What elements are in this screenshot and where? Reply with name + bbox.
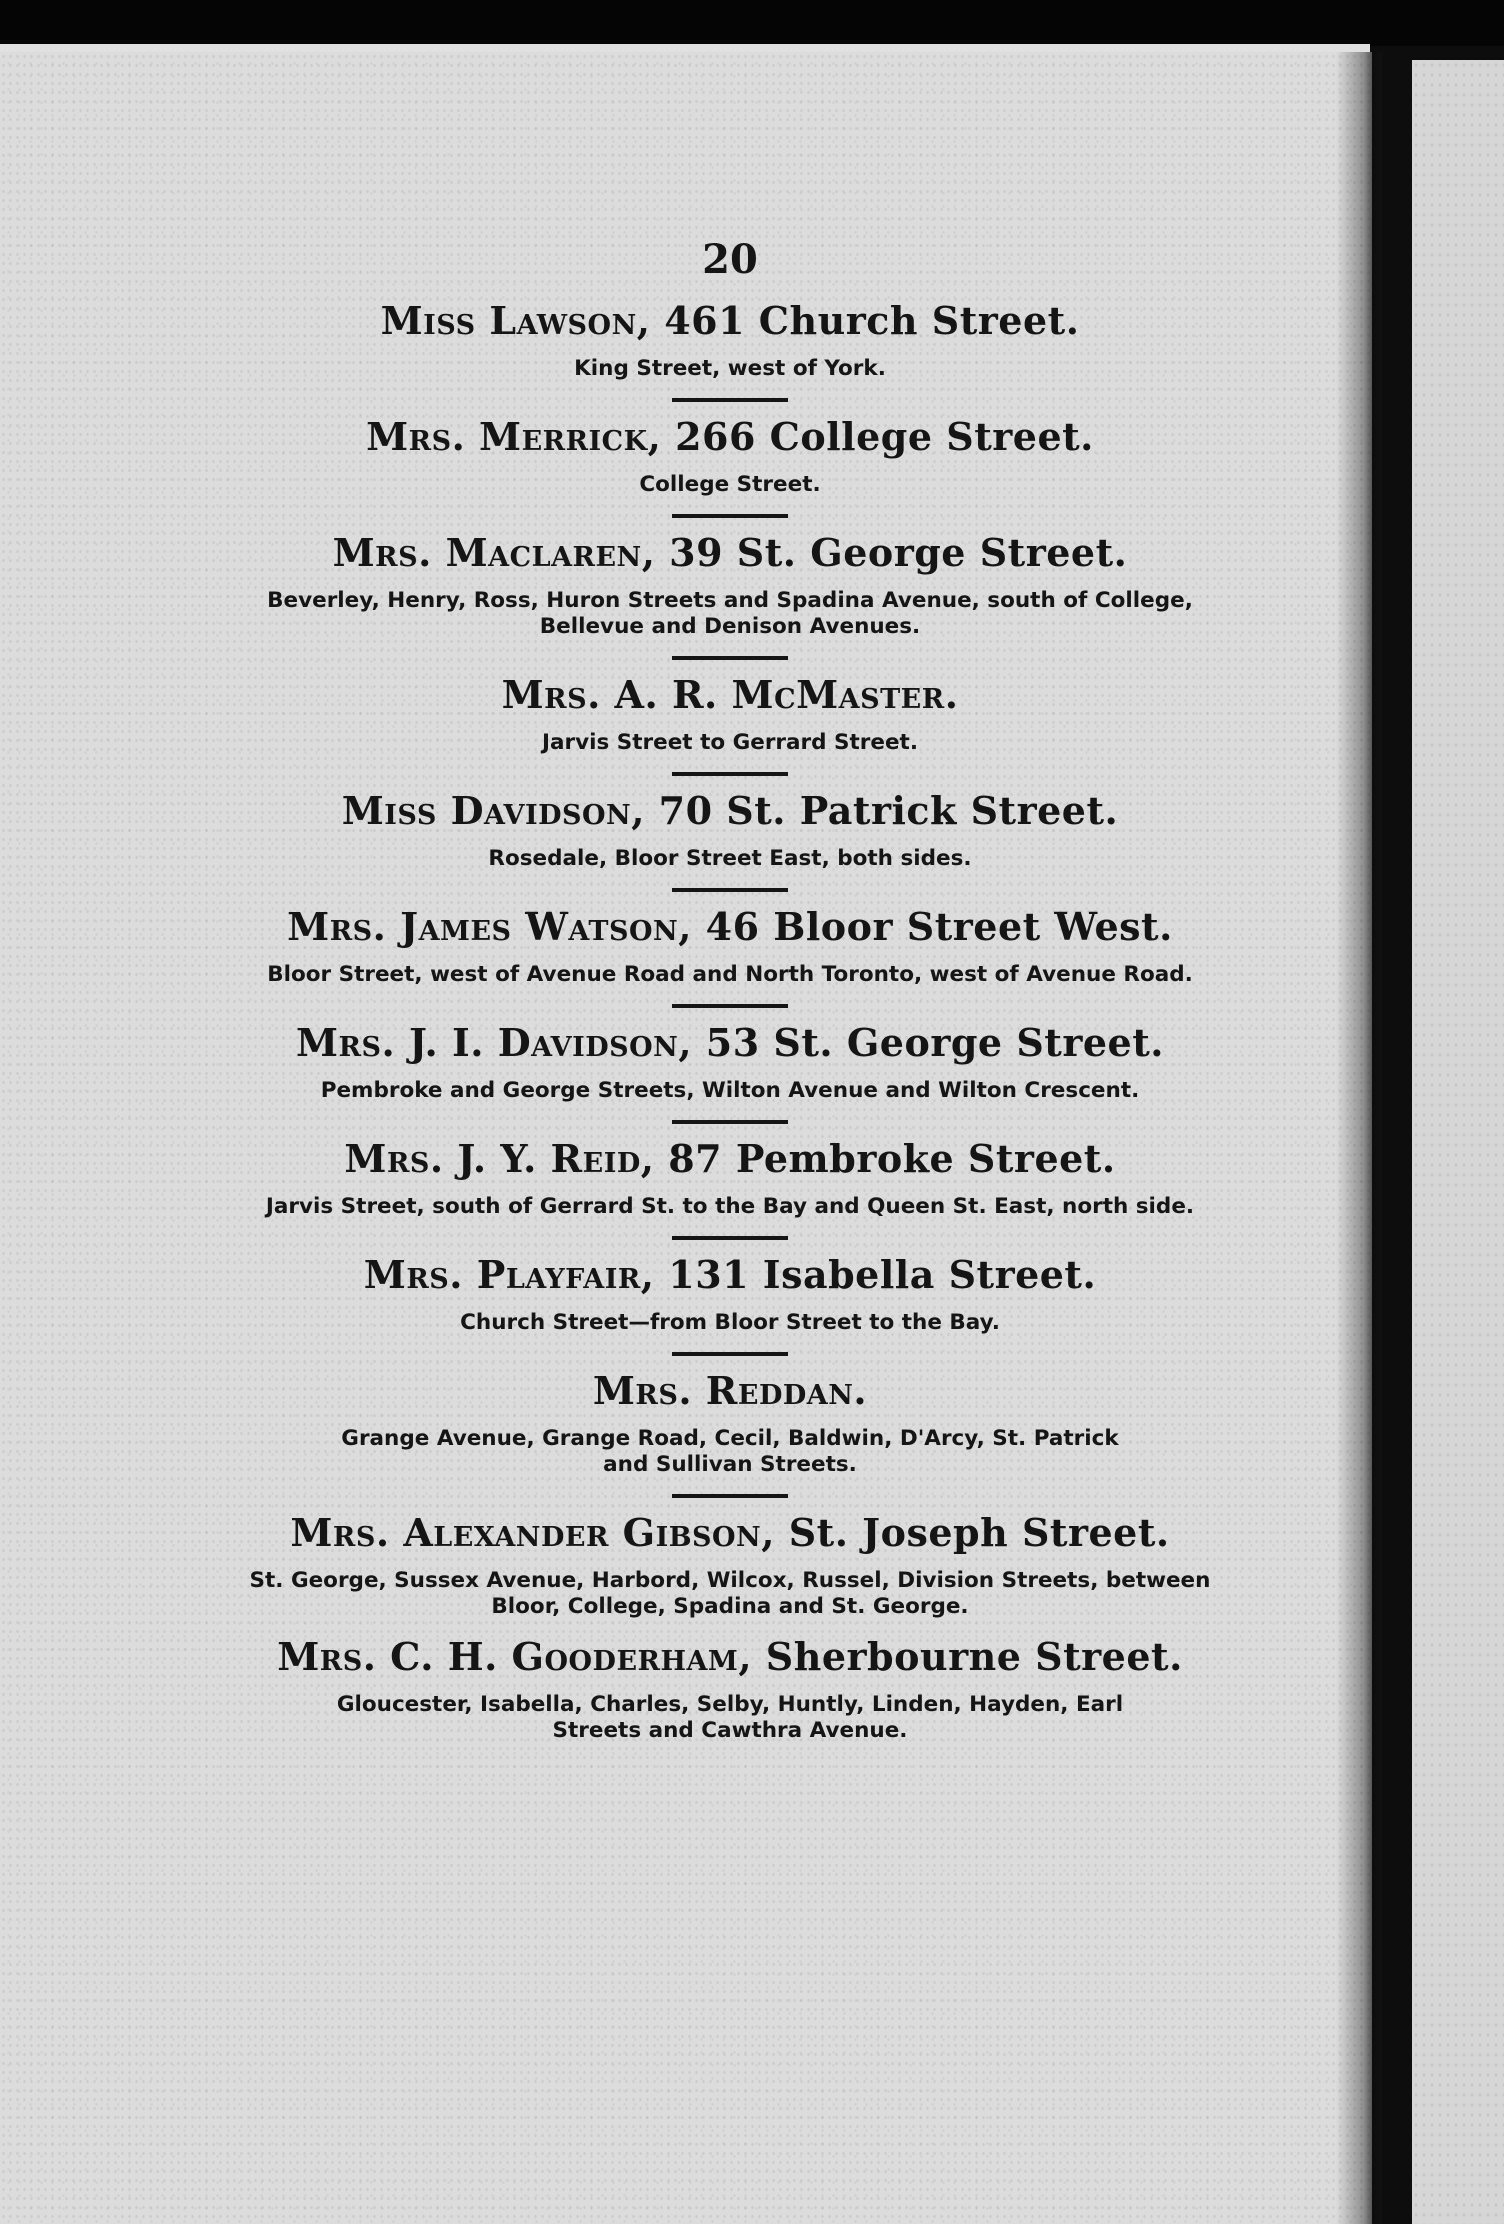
entry-route [150,846,1310,872]
entry-honorific: Mrs. [366,414,466,459]
entry-route [150,1692,1310,1744]
entry-honorific: Mrs. [592,1368,693,1413]
entry-honorific: Mrs. [290,1510,390,1555]
entry-name [150,298,1310,344]
route-line: Church Street—from Bloor Street to the Bay. [460,1310,1000,1335]
entry-address: , 461 Church Street. [636,298,1080,343]
list-item [150,1368,1310,1498]
list-item [150,1252,1310,1356]
entry-honorific: Miss [341,788,437,833]
entry-surname: A. R. McMaster [614,672,945,717]
entry-route [150,588,1310,640]
divider [672,1004,788,1008]
list-item [150,298,1310,402]
list-item [150,414,1310,518]
list-item [150,530,1310,660]
entry-name [150,1020,1310,1066]
entry-surname: C. H. Gooderham [390,1634,739,1679]
entry-address: , 131 Isabella Street. [640,1252,1097,1297]
page-content [150,230,1310,1744]
entry-surname: James Watson [400,904,679,949]
divider [672,1352,788,1356]
entry-name [150,1510,1310,1556]
book-gutter-shadow [1336,52,1382,2224]
route-line: College Street. [639,472,821,497]
entry-address: , Sherbourne Street. [738,1634,1183,1679]
route-line: Grange Avenue, Grange Road, Cecil, Baldwin, D'Arcy, St. Patrick [341,1426,1119,1451]
entry-name [150,1136,1310,1182]
divider [672,1120,788,1124]
entry-surname: J. I. Davidson [408,1020,679,1065]
list-item [150,1020,1310,1124]
adjacent-page-edge [1412,60,1504,2224]
entry-address: , 87 Pembroke Street. [640,1136,1116,1181]
list-item [150,672,1310,776]
entry-name [150,414,1310,460]
route-line: Pembroke and George Streets, Wilton Avenue and Wilton Crescent. [320,1078,1140,1103]
entry-route [150,1426,1310,1478]
route-line: Rosedale, Bloor Street East, both sides. [488,846,972,871]
route-line: Jarvis Street to Gerrard Street. [542,730,918,755]
route-line: Bloor, College, Spadina and St. George. [491,1594,969,1619]
entry-name [150,904,1310,950]
entry-address: , St. Joseph Street. [761,1510,1170,1555]
route-line: Streets and Cawthra Avenue. [552,1718,908,1743]
entry-route [150,1310,1310,1336]
divider [672,888,788,892]
entry-honorific: Mrs. [296,1020,396,1065]
entry-surname: Reddan [705,1368,854,1413]
entry-route [150,962,1310,988]
list-item [150,788,1310,892]
divider [672,1236,788,1240]
divider [672,398,788,402]
entry-surname: J. Y. Reid [457,1136,641,1181]
list-item [150,1634,1310,1744]
divider [672,772,788,776]
entry-surname: Merrick [479,414,648,459]
entry-surname: Maclaren [445,530,642,575]
entry-name [150,788,1310,834]
entry-address: , 53 St. George Street. [678,1020,1164,1065]
entry-surname: Lawson [489,298,637,343]
entry-name [150,1252,1310,1298]
entry-route [150,1194,1310,1220]
entry-address: , 46 Bloor Street West. [678,904,1173,949]
entry-address: , 266 College Street. [647,414,1094,459]
route-line: and Sullivan Streets. [603,1452,857,1477]
route-line: King Street, west of York. [574,356,886,381]
entry-honorific: Mrs. [363,1252,464,1297]
entry-honorific: Mrs. [344,1136,444,1181]
entry-surname: Davidson [450,788,632,833]
route-line: Bloor Street, west of Avenue Road and North Toronto, west of Avenue Road. [267,962,1193,987]
entry-route [150,356,1310,382]
entry-honorific: Mrs. [332,530,432,575]
entry-name [150,1368,1310,1414]
entry-surname: Alexander Gibson [403,1510,762,1555]
entry-route [150,472,1310,498]
entry-route [150,1568,1310,1620]
divider [672,656,788,660]
entry-honorific: Mrs. [501,672,601,717]
entry-name [150,1634,1310,1680]
divider [672,514,788,518]
entry-route [150,730,1310,756]
entry-honorific: Mrs. [287,904,387,949]
entry-route [150,1078,1310,1104]
route-line: Beverley, Henry, Ross, Huron Streets and Spadina Avenue, south of College, [267,588,1193,613]
entry-address: , 70 St. Patrick Street. [631,788,1119,833]
divider [672,1494,788,1498]
entry-address: . [853,1368,868,1413]
entry-address: . [944,672,959,717]
route-line: Jarvis Street, south of Gerrard St. to the Bay and Queen St. East, north side. [265,1194,1195,1219]
list-item [150,1510,1310,1620]
entry-list [150,298,1310,1744]
list-item [150,904,1310,1008]
list-item [150,1136,1310,1240]
entry-address: , 39 St. George Street. [641,530,1128,575]
entry-honorific: Mrs. [277,1634,377,1679]
route-line: Bellevue and Denison Avenues. [539,614,921,639]
entry-honorific: Miss [380,298,476,343]
scan-border-top [0,0,1504,46]
entry-surname: Playfair [476,1252,641,1297]
route-line: Gloucester, Isabella, Charles, Selby, Huntly, Linden, Hayden, Earl [336,1692,1124,1717]
entry-name [150,672,1310,718]
page-number: 20 [702,236,758,283]
route-line: St. George, Sussex Avenue, Harbord, Wilcox, Russel, Division Streets, between [249,1568,1211,1593]
entry-name [150,530,1310,576]
